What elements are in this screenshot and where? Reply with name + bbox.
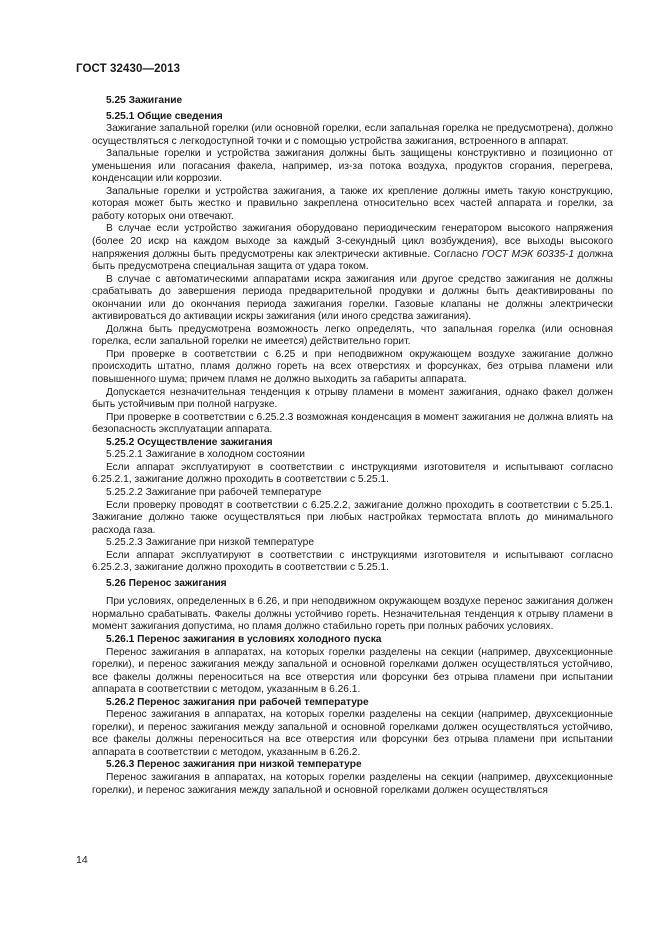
paragraph: Перенос зажигания в аппаратах, на которых горелки разделены на секции (например, двухсекционные горелки), и перенос зажигания между запальной и основной горелками должен осуществляться устойчиво, все факелы должны переноситься на все отверстия или форсунки без отрыва пламени при испытании аппарата в соответствии с методом, указанным в 6.26.2. [92,709,613,758]
section-5-26-1-title: 5.26.1 Перенос зажигания в условиях холодного пуска [106,633,382,645]
paragraph: Допускается незначительная тенденция к отрыву пламени в момент зажигания, однако факел должен быть устойчивым при полной нагрузке. [92,386,613,411]
paragraph: При проверке в соответствии с 6.25 и при неподвижном окружающем воздухе зажигание должно происходить штатно, пламя должно гореть на всех отверстиях и форсунках, без отрыва пламени или повышенного шума; причем пламя не должно выходить за габариты аппарата. [92,348,613,386]
paragraph-text: должна быть предусмотрена специальная защита от удара током. [92,248,613,273]
section-5-26-title: 5.26 Перенос зажигания [106,577,227,589]
document-body [92,93,613,797]
section-5-26-3-title: 5.26.3 Перенос зажигания при низкой температуре [106,759,362,771]
paragraph: Зажигание запальной горелки (или основной горелки, если запальная горелка не предусмотрена), должно осуществляться с легкодоступной точки и с помощью устройства зажигания, встроенного в аппарат. [92,123,613,147]
section-5-25-2-1-title: 5.25.2.1 Зажигание в холодном состоянии [106,449,305,461]
paragraph: В случае с автоматическими аппаратами искра зажигания или другое средство зажигания не должны срабатывать до завершения периода предварительной продувки и должны быть деактивированы по окончании или до окончания периода зажигания горелки. Газовые клапаны не должны электрически активироваться до активации искры зажигания (или иного средства зажигания). [92,273,613,323]
section-5-25-1-title: 5.25.1 Общие сведения [106,110,223,122]
section-5-25-2-2-title: 5.25.2.2 Зажигание при рабочей температуре [106,486,322,498]
paragraph: При проверке в соответствии с 6.25.2.3 возможная конденсация в момент зажигания не должна влиять на безопасность эксплуатации аппарата. [92,411,613,436]
paragraph: Перенос зажигания в аппаратах, на которых горелки разделены на секции (например, двухсекционные горелки), и перенос зажигания между запальной и основной горелками должен осуществляться устойчиво, все факелы должны переноситься на все отверстия или форсунки без отрыва пламени при испытании аппарата в соответствии с методом, указанным в 6.26.1. [92,646,613,696]
section-5-25-2-3-title: 5.25.2.3 Зажигание при низкой температуре [106,537,314,549]
paragraph: Должна быть предусмотрена возможность легко определять, что запальная горелка (или основная горелка, если запальной горелки не имеется) действительно горит. [92,323,613,348]
paragraph: Если аппарат эксплуатируют в соответствии с инструкциями изготовителя и испытывают согласно 6.25.2.1, зажигание должно проходить в соответствии с 5.25.1. [92,461,613,486]
paragraph: Запальные горелки и устройства зажигания, а также их крепление должны иметь такую конструкцию, которая может быть жестко и правильно закреплена относительно всех частей аппарата и горелки, за работу которых они отвечают. [92,185,613,222]
paragraph [92,223,613,273]
paragraph: Если аппарат эксплуатируют в соответствии с инструкциями изготовителя и испытывают согласно 6.25.2.3, зажигание должно проходить в соответствии с 5.25.1. [92,549,613,574]
standard-reference: ГОСТ МЭК 60335-1 [481,248,575,260]
document-code-header: ГОСТ 32430—2013 [76,63,181,75]
section-5-26-2-title: 5.26.2 Перенос зажигания при рабочей температуре [106,696,369,708]
paragraph: Если проверку проводят в соответствии с 6.25.2.2, зажигание должно проходить в соответствии с 5.25.1. Зажигание должно также осуществляться при любых настройках термостата вплоть до минимального расхода газа. [92,499,613,536]
section-5-25-title: 5.25 Зажигание [106,95,183,106]
page-number: 14 [76,854,88,866]
paragraph: При условиях, определенных в 6.26, и при неподвижном окружающем воздухе перенос зажигания должен нормально срабатывать. Факелы должны устойчиво гореть. Незначительная тенденция к отрыву пламени в момент зажигания допустима, но пламя должно стабильно гореть при полных рабочих условиях. [92,596,613,633]
section-5-25-2-title: 5.25.2 Осуществление зажигания [106,436,273,448]
paragraph: Запальные горелки и устройства зажигания должны быть защищены конструктивно и позиционно от уменьшения или погасания факела, например, из-за потока воздуха, продуктов сгорания, перегрева, конденсации или коррозии. [92,148,613,185]
paragraph: Перенос зажигания в аппаратах, на которых горелки разделены на секции (например, двухсекционные горелки), и перенос зажигания между запальной и основной горелками должен осуществляться [92,771,613,796]
paragraph-text: В случае если устройство зажигания оборудовано периодическим генератором высокого напряжения (более 20 искр на каждом выходе за каждый 3-секундный цикл возбуждения), все выходы высокого напряжения должны быть предусмотрены как электрически активные. Согласно [92,223,613,260]
